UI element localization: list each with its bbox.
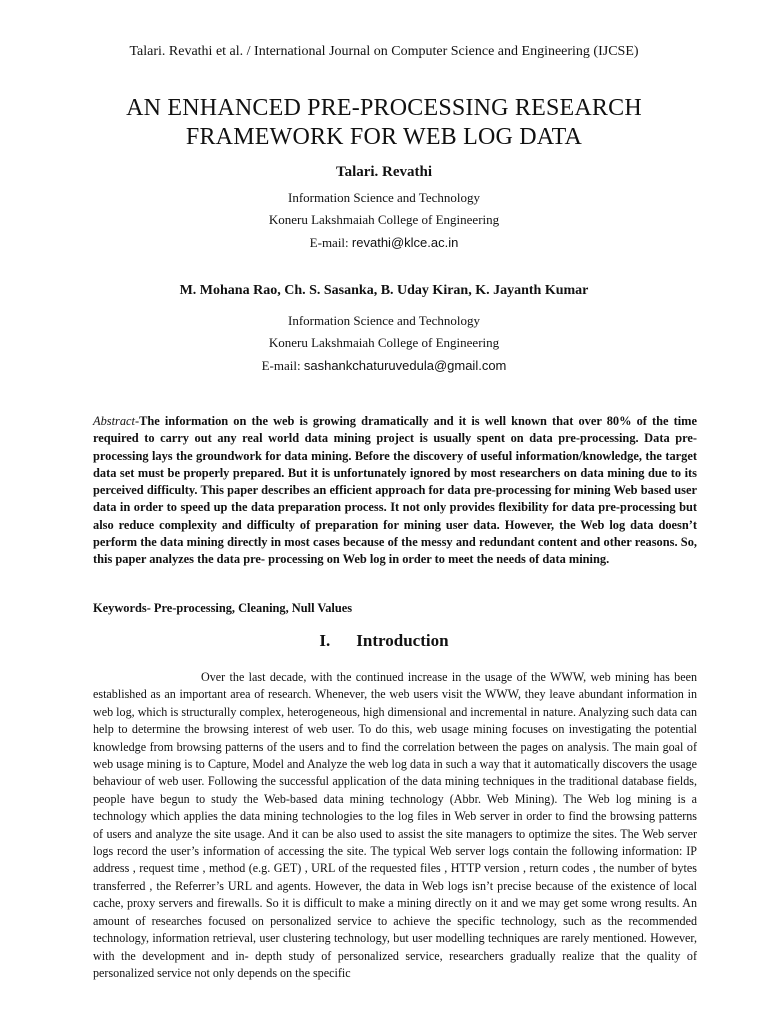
keywords: Keywords- Pre-processing, Cleaning, Null Values [93, 601, 353, 615]
coauthor-department: Information Science and Technology [288, 313, 480, 328]
coauthor-college: Koneru Lakshmaiah College of Engineering [268, 335, 500, 350]
coauthor-email-line [0, 358, 768, 374]
intro-paragraph: Over the last decade, with the continued increase in the usage of the WWW, web mining has been established as an important area of research. Whenever, the web users visit the WWW, they leave abundant information in web log, which is structurally complex, heterogeneous, high dimensional and incremental in nature. Analyzing such data can help to determine the browsing interest of web user. To do this, web usage mining focuses on investigating the potential knowledge from browsing patterns of the users and to find the correlation between the pages on analysis. The main goal of web usage mining is to Capture, Model and Analyze the web log data in such a way that it automatically discovers the usage behaviour of web user. Following the successful application of the data mining techniques in the traditional database fields, people have begun to study the Web-based data mining technology (Abbr. Web Mining). The Web log mining is a technology which applies the data mining technologies to the log files in Web server in order to find the browsing patterns of users and analyze the site usage. And it can be also used to assist the site managers to optimize the sites. The Web server logs record the user’s information of accessing the site. The typical Web server logs contain the following information: IP address , request time , method (e.g. GET) , URL of the requested files , HTTP version , return codes , the number of bytes transferred , the Referrer’s URL and agents. However, the data in Web logs isn’t precise because of the existence of local cache, proxy servers and firewalls. So it is difficult to make a mining directly on it and we may get some wrong results. An amount of researches focused on personalized service to achieve the specific technology, such as the recommended technology, information retrieval, user clustering technology, but user modelling techniques are rarely mentioned. However, with the development and in- depth study of personalized service, researchers gradually realize that the quality of personalized service not only depends on the specific [93, 670, 697, 980]
coauthor-names: M. Mohana Rao, Ch. S. Sasanka, B. Uday Kiran, K. Jayanth Kumar [179, 283, 589, 298]
section-heading [0, 631, 768, 651]
abstract-text: The information on the web is growing dramatically and it is well known that over 80% of the time required to carry out any real world data mining project is usually spent on data pre-processing. Data pre-processing lays the groundwork for data mining. Before the discovery of useful information/knowledge, the target data set must be properly prepared. But it is unfortunately ignored by most researchers on data mining due to its perceived difficulty. This paper describes an efficient approach for data pre-processing for mining Web based user data in order to speed up the data preparation process. It not only provides flexibility for data pre-processing but also reduce complexity and difficulty of preparation for mining user data. However, the Web log data doesn’t perform the data mining directly in most cases because of the messy and redundant content and other reasons. So, this paper analyzes the data pre- processing on Web log in order to meet the needs of data mining. [93, 414, 697, 567]
title-line-2: FRAMEWORK FOR WEB LOG DATA [185, 124, 583, 150]
abstract [93, 413, 697, 569]
abstract-lead: Abstract- [93, 414, 140, 428]
running-head: Talari. Revathi et al. / International Journal on Computer Science and Engineering (IJCSE) [129, 44, 639, 59]
title-line-1: AN ENHANCED PRE-PROCESSING RESEARCH [126, 95, 642, 121]
paper-title [60, 94, 708, 152]
section-title: Introduction [356, 631, 449, 650]
email-label: E-mail: [309, 235, 352, 250]
author-email-line [0, 235, 768, 251]
author-department: Information Science and Technology [288, 190, 480, 205]
author-name: Talari. Revathi [335, 164, 433, 180]
section-number: I. [319, 631, 331, 650]
email-label: E-mail: [261, 358, 304, 373]
author-email[interactable]: revathi@klce.ac.in [351, 235, 459, 250]
author-college: Koneru Lakshmaiah College of Engineering [268, 212, 500, 227]
body-text [93, 669, 697, 982]
coauthor-email[interactable]: sashankchaturuvedula@gmail.com [303, 358, 507, 373]
